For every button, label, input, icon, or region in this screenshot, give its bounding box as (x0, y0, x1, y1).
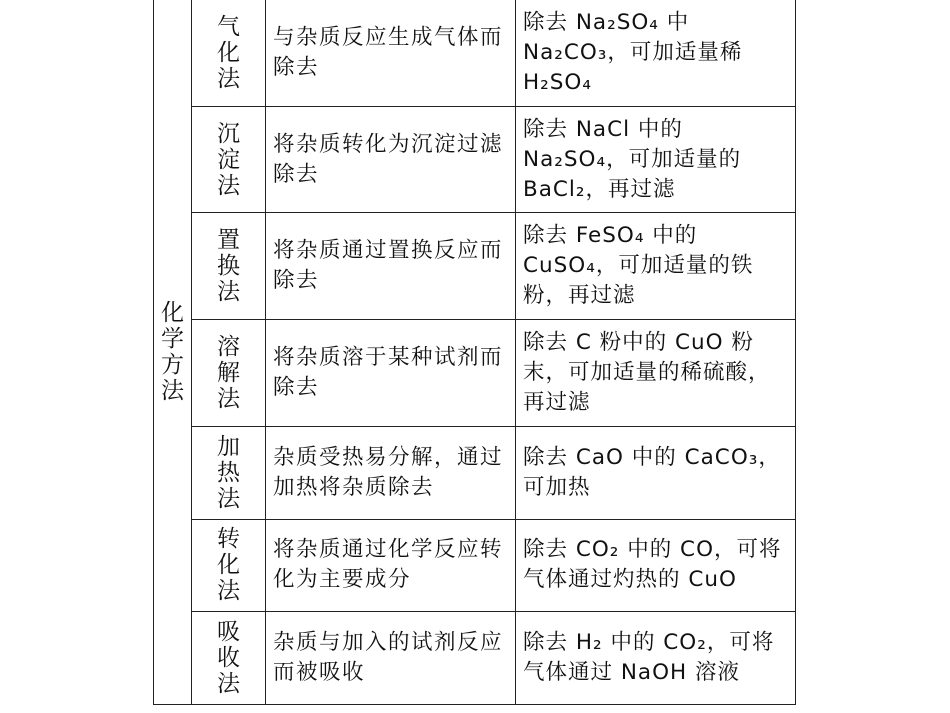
method-name-cell (192, 0, 266, 106)
method-name: 气化法 (217, 13, 240, 92)
purification-methods-sheet (153, 0, 795, 705)
method-name-cell (192, 426, 266, 519)
method-name-cell (192, 612, 266, 705)
method-name: 溶解法 (217, 334, 240, 413)
table-row (154, 0, 796, 106)
table-row (154, 612, 796, 705)
method-description: 将杂质通过置换反应而除去 (266, 213, 516, 320)
method-example: 除去 CaO 中的 CaCO₃，可加热 (516, 426, 796, 519)
method-example: 除去 FeSO₄ 中的 CuSO₄，可加适量的铁粉，再过滤 (516, 213, 796, 320)
method-name-cell (192, 320, 266, 427)
method-description: 将杂质转化为沉淀过滤除去 (266, 106, 516, 213)
method-description: 将杂质通过化学反应转化为主要成分 (266, 519, 516, 612)
method-description: 杂质与加入的试剂反应而被吸收 (266, 612, 516, 705)
category-label: 化学方法 (161, 300, 184, 404)
method-name: 加热法 (217, 433, 240, 512)
method-name: 吸收法 (217, 619, 240, 698)
method-name: 沉淀法 (217, 120, 240, 199)
method-example: 除去 NaCl 中的 Na₂SO₄，可加适量的 BaCl₂，再过滤 (516, 106, 796, 213)
method-name-cell (192, 519, 266, 612)
chemical-methods-table (153, 0, 796, 705)
table-row (154, 320, 796, 427)
method-example: 除去 Na₂SO₄ 中 Na₂CO₃，可加适量稀 H₂SO₄ (516, 0, 796, 106)
method-name-cell (192, 106, 266, 213)
method-example: 除去 CO₂ 中的 CO，可将气体通过灼热的 CuO (516, 519, 796, 612)
method-example: 除去 C 粉中的 CuO 粉末，可加适量的稀硫酸，再过滤 (516, 320, 796, 427)
method-name: 置换法 (217, 227, 240, 306)
method-name-cell (192, 213, 266, 320)
table-row (154, 213, 796, 320)
method-description: 杂质受热易分解，通过加热将杂质除去 (266, 426, 516, 519)
method-description: 将杂质溶于某种试剂而除去 (266, 320, 516, 427)
table-row (154, 106, 796, 213)
table-row (154, 519, 796, 612)
method-description: 与杂质反应生成气体而除去 (266, 0, 516, 106)
method-name: 转化法 (217, 526, 240, 605)
method-example: 除去 H₂ 中的 CO₂，可将气体通过 NaOH 溶液 (516, 612, 796, 705)
category-cell (154, 0, 192, 705)
table-row (154, 426, 796, 519)
